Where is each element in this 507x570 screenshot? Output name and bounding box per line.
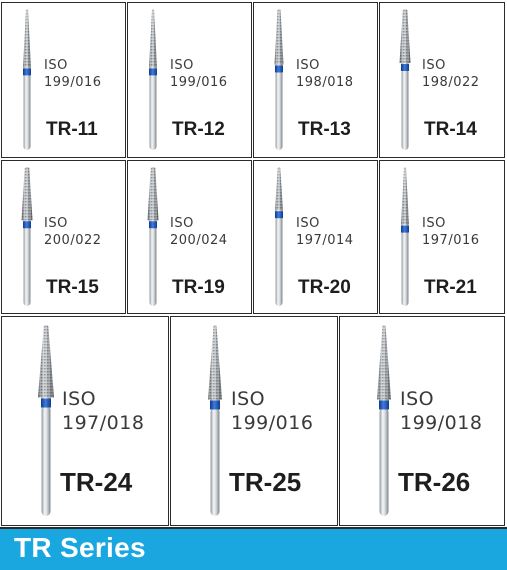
diamond-bur-icon [32, 323, 60, 519]
product-code: TR-24 [60, 467, 133, 497]
iso-label: ISO [400, 388, 435, 410]
iso-size: 199/016 [231, 412, 314, 434]
iso-size: 197/014 [296, 233, 354, 248]
product-cell [1, 160, 126, 314]
iso-spec [400, 387, 482, 435]
product-code: TR-25 [229, 467, 302, 497]
series-banner [0, 527, 507, 570]
iso-label: ISO [62, 388, 97, 410]
diamond-bur-icon [394, 165, 416, 309]
diamond-bur-icon [142, 7, 164, 153]
diamond-bur-icon [16, 7, 38, 153]
iso-spec [62, 387, 144, 435]
iso-spec [296, 57, 354, 91]
product-code: TR-15 [46, 277, 99, 298]
series-title: TR Series [14, 532, 146, 563]
iso-size: 199/016 [44, 75, 102, 90]
iso-label: ISO [422, 58, 446, 73]
product-cell [127, 2, 252, 158]
product-code: TR-13 [298, 119, 351, 140]
iso-size: 199/016 [170, 75, 228, 90]
product-code: TR-20 [298, 277, 351, 298]
product-cell [379, 160, 505, 314]
product-cell [1, 316, 169, 526]
iso-size: 200/022 [44, 233, 102, 248]
iso-label: ISO [296, 216, 320, 231]
iso-size: 197/018 [62, 412, 145, 434]
iso-size: 198/018 [296, 75, 354, 90]
iso-spec [422, 215, 480, 249]
diamond-bur-icon [268, 165, 290, 309]
iso-spec [44, 57, 102, 91]
diamond-bur-icon [394, 7, 416, 153]
iso-size: 199/018 [400, 412, 483, 434]
iso-spec [296, 215, 354, 249]
product-code: TR-19 [172, 277, 225, 298]
diamond-bur-icon [370, 323, 398, 519]
product-code: TR-21 [424, 277, 477, 298]
diamond-bur-icon [142, 165, 164, 309]
iso-size: 200/024 [170, 233, 228, 248]
product-cell [253, 2, 378, 158]
product-code: TR-14 [424, 119, 477, 140]
product-cell [339, 316, 505, 526]
iso-label: ISO [170, 58, 194, 73]
iso-label: ISO [296, 58, 320, 73]
iso-spec [170, 215, 228, 249]
iso-label: ISO [231, 388, 266, 410]
product-code: TR-12 [172, 119, 225, 140]
iso-label: ISO [170, 216, 194, 231]
iso-label: ISO [422, 216, 446, 231]
product-cell [1, 2, 126, 158]
iso-spec [422, 57, 480, 91]
iso-label: ISO [44, 216, 68, 231]
product-cell [379, 2, 505, 158]
iso-spec [44, 215, 102, 249]
product-cell [170, 316, 338, 526]
iso-spec [170, 57, 228, 91]
product-cell [127, 160, 252, 314]
iso-spec [231, 387, 313, 435]
diamond-bur-icon [16, 165, 38, 309]
product-code: TR-26 [398, 467, 471, 497]
product-code: TR-11 [46, 119, 98, 140]
diamond-bur-icon [268, 7, 290, 153]
iso-label: ISO [44, 58, 68, 73]
diamond-bur-icon [201, 323, 229, 519]
iso-size: 198/022 [422, 75, 480, 90]
iso-size: 197/016 [422, 233, 480, 248]
product-cell [253, 160, 378, 314]
